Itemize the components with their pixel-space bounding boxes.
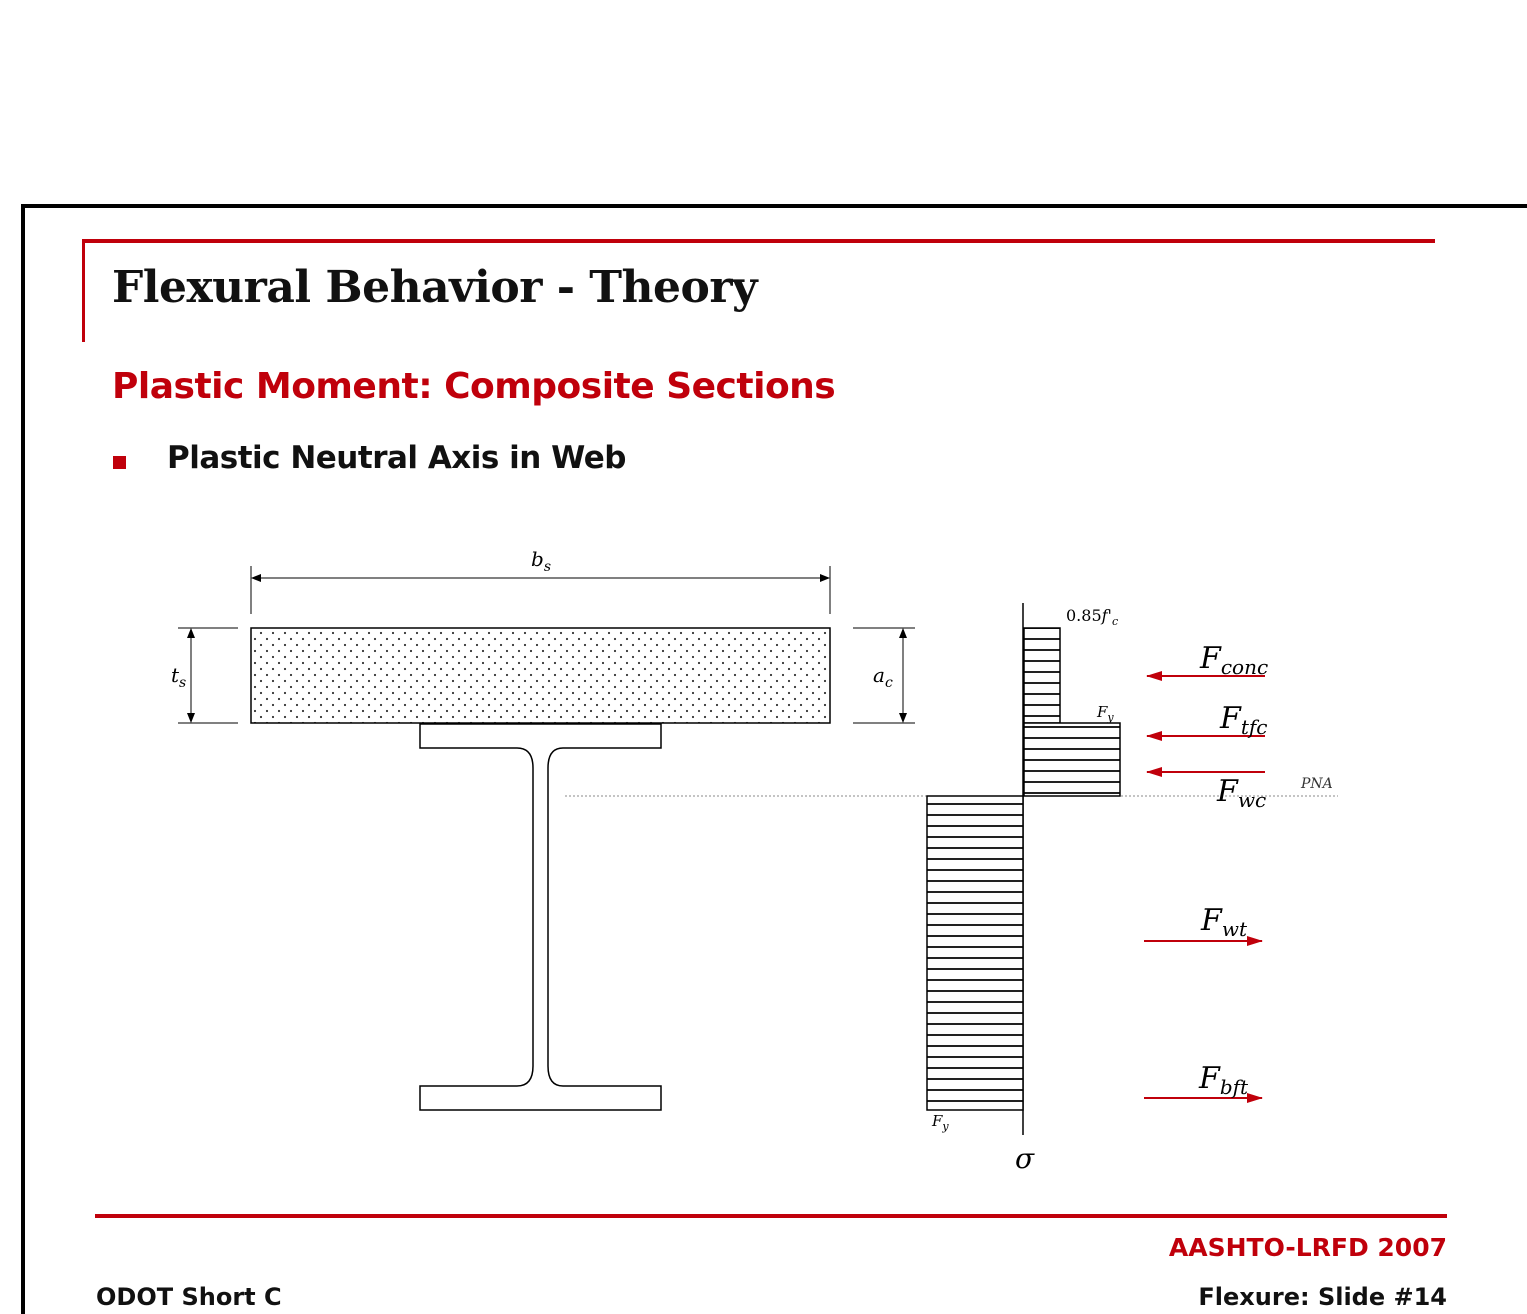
- force-f-conc: [1147, 641, 1268, 679]
- footer-slide-number: Flexure: Slide #14: [1198, 1283, 1447, 1311]
- force-f-wt: [1144, 903, 1262, 941]
- steel-i-girder: [420, 724, 661, 1110]
- svg-text:Fy: $F_y$: [1097, 703, 1114, 724]
- svg-text:ts: $t_s$: [171, 663, 187, 691]
- svg-text:Fy: $F_y$: [932, 1112, 949, 1133]
- force-f-bft: [1144, 1061, 1262, 1099]
- footer-course-name: ODOT Short C: [96, 1283, 282, 1311]
- svg-text:Fwc: $F_{wc}$: [1217, 774, 1267, 812]
- svg-text:Fwt: $F_{wt}$: [1201, 903, 1247, 941]
- pna-label: PNA: [1301, 776, 1333, 792]
- svg-text:0.85f'c: $0.85f'_c$: [1066, 606, 1119, 628]
- svg-text:Ftfc: $F_{tfc}$: [1220, 701, 1268, 739]
- tension-steel-stress-block: [927, 796, 1023, 1110]
- bullet-text: Plastic Neutral Axis in Web: [167, 440, 626, 476]
- svg-text:Fconc: $F_{conc}$: [1200, 641, 1269, 679]
- slide-title: Flexural Behavior - Theory: [112, 262, 758, 313]
- concrete-stress-block: [1024, 628, 1060, 723]
- force-f-wc: [1147, 772, 1266, 812]
- concrete-depth-dimension: [853, 628, 915, 723]
- section-subtitle: Plastic Moment: Composite Sections: [112, 366, 836, 407]
- force-f-tfc: [1147, 701, 1267, 739]
- footer-reference: AASHTO-LRFD 2007: [1168, 1233, 1447, 1262]
- compression-steel-stress-block: [1024, 723, 1120, 796]
- stress-distribution: [927, 603, 1120, 1175]
- sigma-label: σ: [1015, 1142, 1035, 1175]
- footer-rule: [95, 1214, 1447, 1218]
- slab-thickness-dimension: [171, 628, 238, 723]
- svg-text:Fbft: $F_{bft}$: [1199, 1061, 1249, 1099]
- slab-width-dimension: [251, 547, 830, 614]
- svg-text:bs: $b_s$: [531, 547, 551, 575]
- concrete-slab: [251, 628, 830, 723]
- svg-text:ac: $a_c$: [873, 663, 893, 691]
